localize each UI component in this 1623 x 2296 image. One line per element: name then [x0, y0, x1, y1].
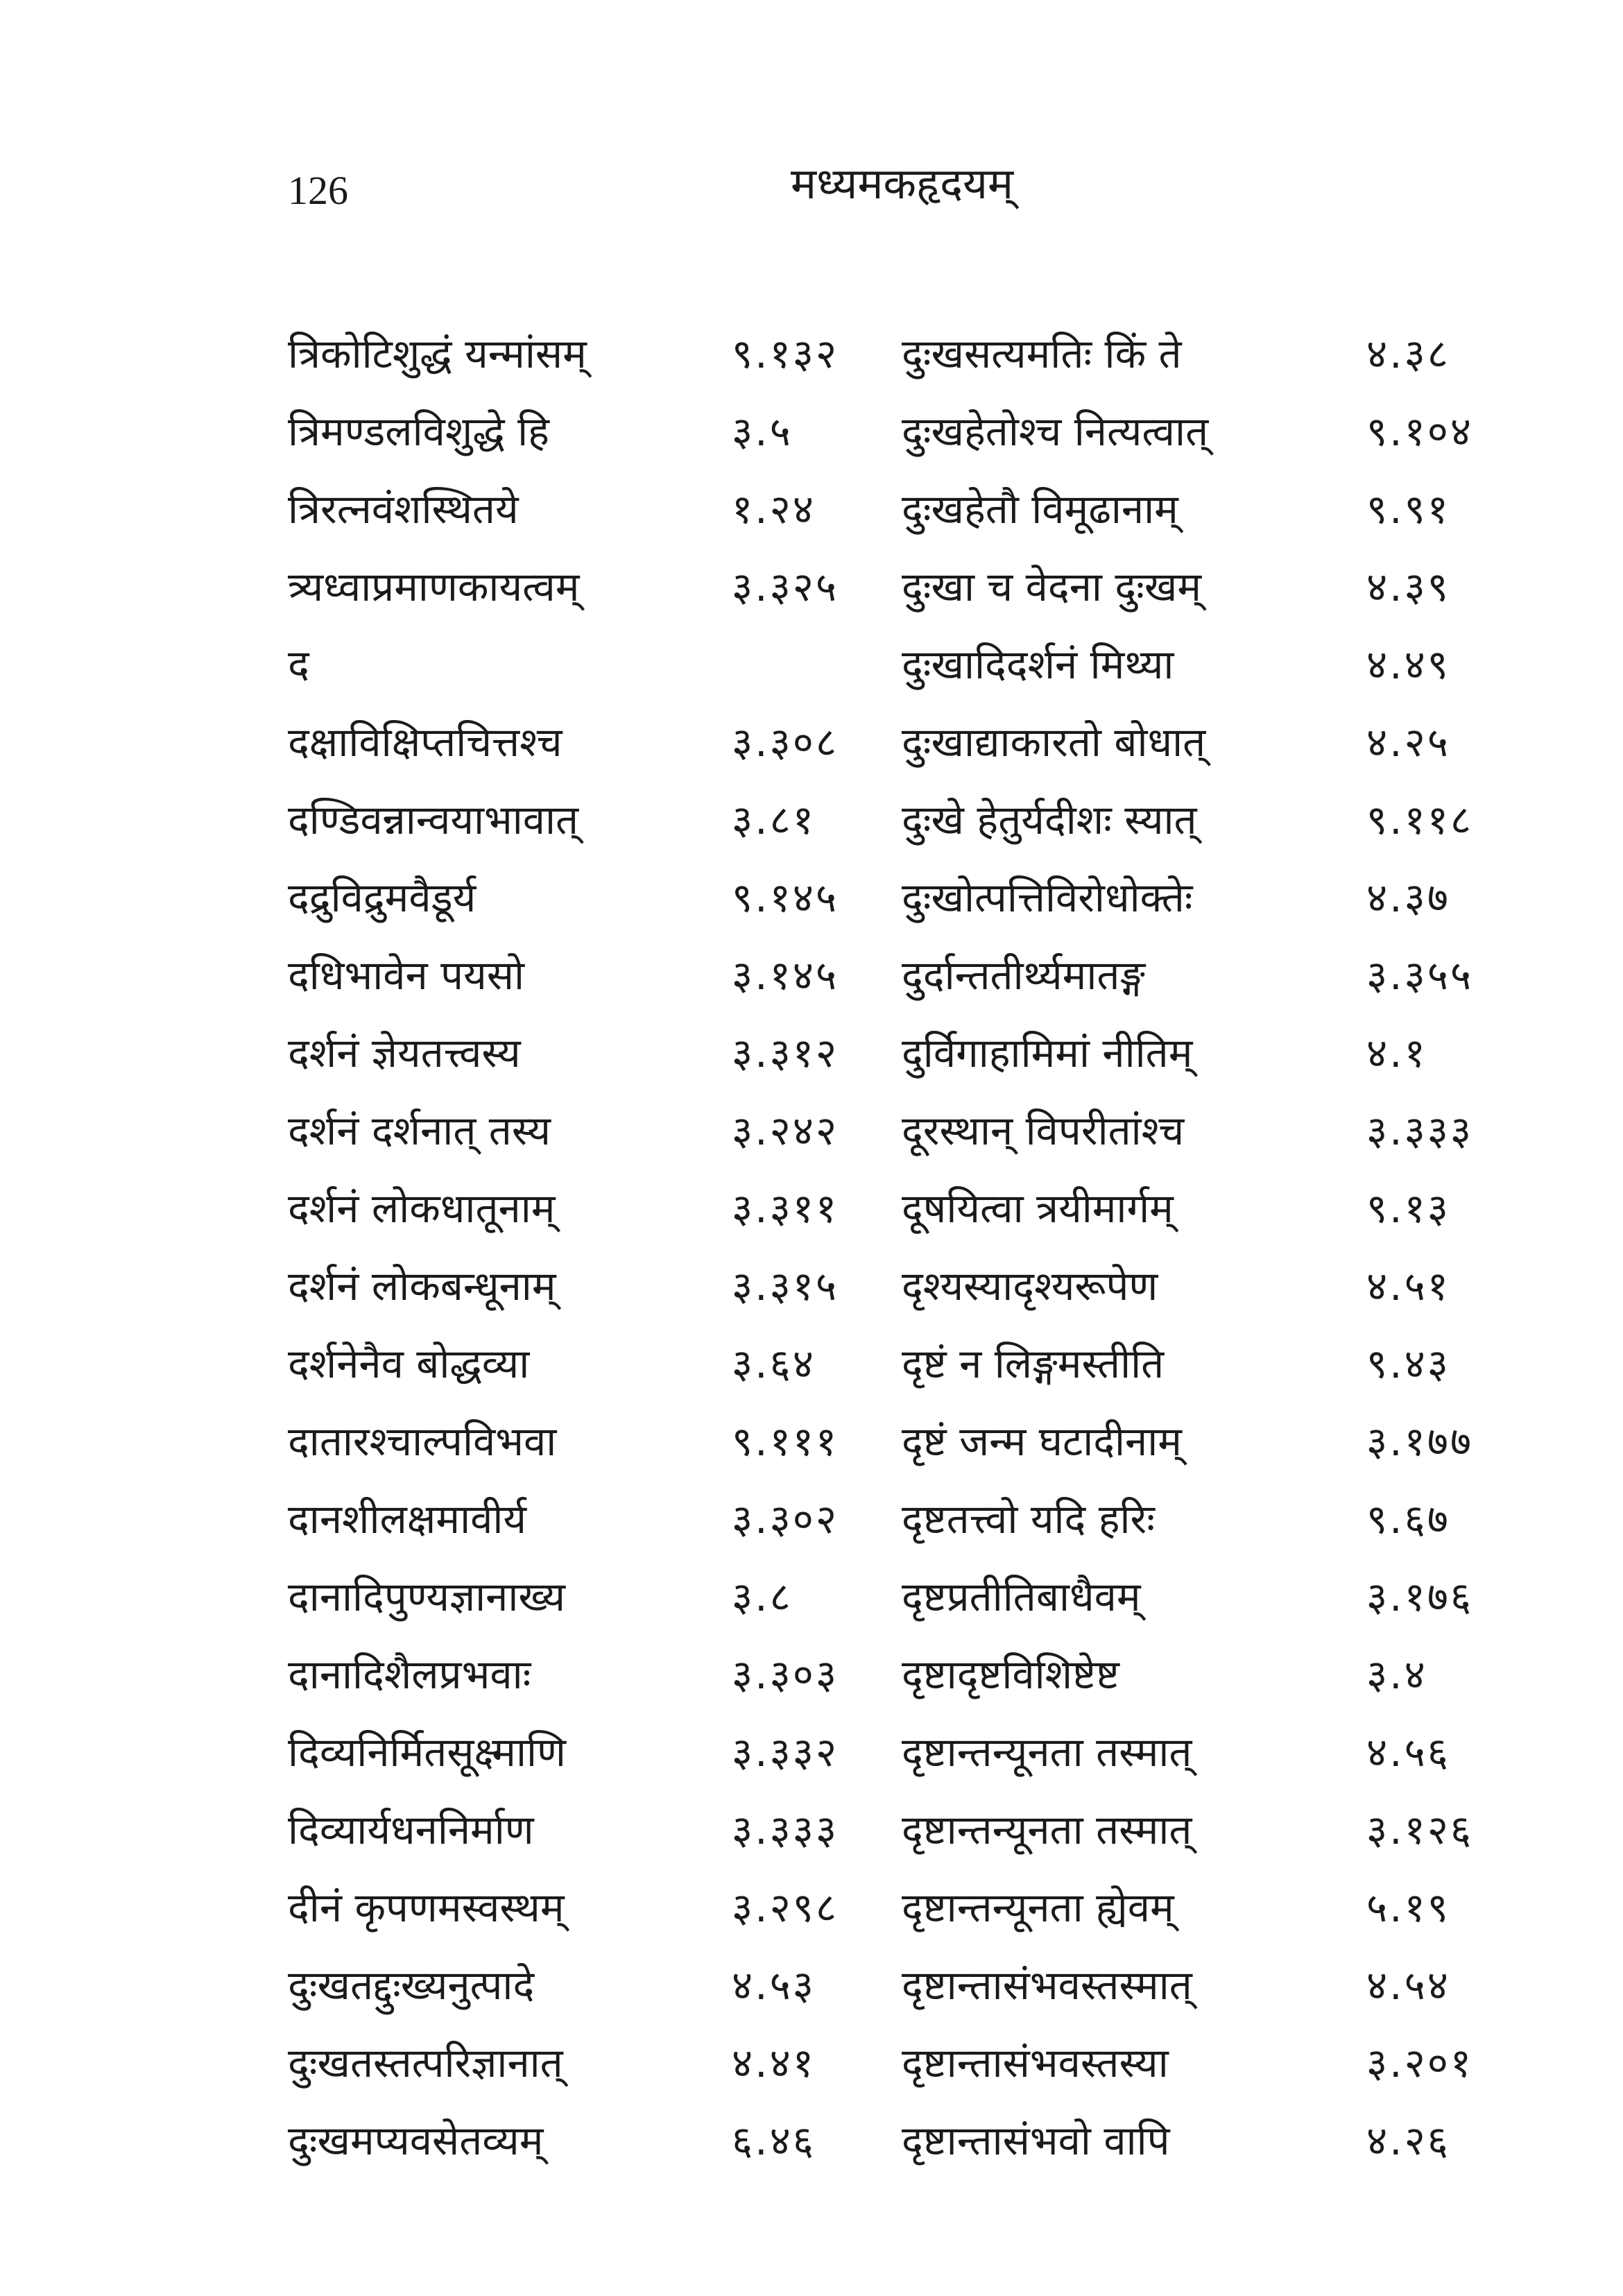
verse-reference-right: ३.१७६ — [1366, 1573, 1474, 1620]
index-row — [0, 1484, 1623, 1562]
verse-reference-left: ३.२४२ — [732, 1107, 839, 1154]
index-row — [0, 1018, 1623, 1096]
verse-entry-left: दर्शनेनैव बोद्धव्या — [288, 1340, 530, 1387]
verse-reference-right: ३.१२६ — [1366, 1806, 1474, 1853]
verse-entry-left: दक्षाविक्षिप्तचित्तश्च — [288, 719, 563, 766]
verse-entry-left: दिव्यनिर्मितसूक्ष्माणि — [288, 1729, 566, 1776]
verse-reference-right: ४.३७ — [1366, 874, 1450, 921]
verse-reference-right: ९.११८ — [1366, 796, 1474, 843]
verse-entry-right: दृष्टान्तन्यूनता तस्मात् — [902, 1806, 1192, 1853]
verse-reference-right: ४.३८ — [1366, 330, 1450, 377]
verse-reference-left: ४.५३ — [732, 1962, 816, 2009]
verse-entry-left: दीनं कृपणमस्वस्थम् — [288, 1884, 565, 1931]
verse-entry-left: द — [288, 641, 309, 688]
verse-entry-left: दानशीलक्षमावीर्य — [288, 1496, 526, 1543]
verse-reference-left: ३.८१ — [732, 796, 816, 843]
index-row — [0, 397, 1623, 474]
index-row — [0, 630, 1623, 708]
verse-reference-right: ४.४९ — [1366, 641, 1450, 688]
verse-entry-right: दुःखे हेतुर्यदीशः स्यात् — [902, 796, 1197, 843]
verse-entry-right: दृष्टप्रतीतिबाधैवम् — [902, 1573, 1141, 1620]
running-title: मध्यमकहृदयम् — [791, 158, 1014, 209]
verse-reference-right: ४.२५ — [1366, 719, 1450, 766]
verse-reference-right: ५.१९ — [1366, 1884, 1450, 1931]
verse-entry-left: दिव्यार्यधननिर्माण — [288, 1806, 534, 1853]
verse-reference-left: ३.३३३ — [732, 1806, 839, 1853]
index-row — [0, 1174, 1623, 1251]
verse-entry-left: दर्शनं दर्शनात् तस्य — [288, 1107, 551, 1154]
verse-entry-right: दृष्टान्तन्यूनता तस्मात् — [902, 1729, 1192, 1776]
index-row — [0, 474, 1623, 552]
verse-entry-right: दुःखा च वेदना दुःखम् — [902, 563, 1202, 610]
verse-entry-left: दातारश्चाल्पविभवा — [288, 1418, 557, 1465]
verse-entry-right: दुःखहेतोश्च नित्यत्वात् — [902, 408, 1209, 455]
verse-reference-left: ३.८ — [732, 1573, 793, 1620]
verse-entry-right: दुःखहेतौ विमूढानाम् — [902, 486, 1178, 533]
verse-reference-left: ३.३११ — [732, 1185, 839, 1232]
verse-reference-right: ४.५६ — [1366, 1729, 1450, 1776]
verse-reference-left: ९.१३२ — [732, 330, 839, 377]
index-row — [0, 708, 1623, 785]
index-row — [0, 1717, 1623, 1795]
verse-reference-right: ३.२०१ — [1366, 2039, 1474, 2087]
verse-reference-left: ३.३१२ — [732, 1029, 839, 1077]
verse-entry-right: दुःखाद्याकारतो बोधात् — [902, 719, 1206, 766]
verse-reference-right: ४.२६ — [1366, 2117, 1450, 2164]
verse-index-list — [0, 319, 1623, 2184]
verse-reference-right: ४.३९ — [1366, 563, 1450, 610]
verse-reference-right: ९.१०४ — [1366, 408, 1474, 455]
verse-entry-right: दुःखादिदर्शनं मिथ्या — [902, 641, 1174, 688]
verse-entry-right: दृष्टं जन्म घटादीनाम् — [902, 1418, 1182, 1465]
index-row — [0, 785, 1623, 863]
verse-entry-left: त्र्यध्वाप्रमाणकायत्वम् — [288, 563, 580, 610]
index-row — [0, 1951, 1623, 2028]
index-row — [0, 1562, 1623, 1640]
index-row — [0, 1640, 1623, 1717]
verse-reference-left: ३.२९८ — [732, 1884, 839, 1931]
index-row — [0, 1096, 1623, 1174]
verse-entry-right: दृश्यस्यादृश्यरूपेण — [902, 1262, 1158, 1310]
verse-reference-left: ४.४१ — [732, 2039, 816, 2087]
verse-reference-right: ४.५१ — [1366, 1262, 1450, 1310]
verse-reference-left: ३.३१५ — [732, 1262, 839, 1310]
verse-entry-right: दृष्टं न लिङ्गमस्तीति — [902, 1340, 1165, 1387]
verse-entry-left: त्रिरत्नवंशस्थितये — [288, 486, 519, 533]
index-row — [0, 2106, 1623, 2184]
verse-entry-left: दर्शनं लोकबन्धूनाम् — [288, 1262, 556, 1310]
index-row — [0, 1795, 1623, 1873]
verse-entry-right: दृष्टान्तासंभवो वापि — [902, 2117, 1170, 2164]
verse-reference-left: ३.३०३ — [732, 1651, 839, 1698]
index-row — [0, 941, 1623, 1018]
verse-entry-left: दानादिशैलप्रभवाः — [288, 1651, 531, 1698]
verse-entry-left: त्रिकोटिशुद्धं यन्मांसम् — [288, 330, 587, 377]
verse-entry-left: दद्रुविद्रुमवैडूर्य — [288, 874, 476, 921]
index-row — [0, 1873, 1623, 1951]
verse-reference-left: ३.५ — [732, 408, 793, 455]
verse-reference-left: ३.६४ — [732, 1340, 816, 1387]
verse-entry-left: दण्डिवन्नान्वयाभावात् — [288, 796, 579, 843]
verse-entry-left: त्रिमण्डलविशुद्धे हि — [288, 408, 549, 455]
verse-reference-left: ३.३३२ — [732, 1729, 839, 1776]
verse-reference-right: ९.४३ — [1366, 1340, 1450, 1387]
verse-entry-right: दुःखोत्पत्तिविरोधोक्तेः — [902, 874, 1193, 921]
index-row — [0, 1329, 1623, 1407]
verse-reference-left: १.२४ — [732, 486, 816, 533]
verse-reference-right: ९.१३ — [1366, 1185, 1450, 1232]
verse-entry-left: दुःखतस्तत्परिज्ञानात् — [288, 2039, 563, 2087]
verse-entry-right: दृष्टान्तासंभवस्तस्या — [902, 2039, 1169, 2087]
index-row — [0, 2028, 1623, 2106]
verse-entry-right: दृष्टादृष्टविशिष्टेष्ट — [902, 1651, 1119, 1698]
verse-reference-right: ३.३५५ — [1366, 952, 1474, 999]
index-row — [0, 552, 1623, 630]
index-row — [0, 1251, 1623, 1329]
verse-entry-right: दृष्टान्तासंभवस्तस्मात् — [902, 1962, 1192, 2009]
verse-reference-left: ३.१४५ — [732, 952, 839, 999]
verse-reference-left: ९.१४५ — [732, 874, 839, 921]
verse-reference-left: ९.१११ — [732, 1418, 839, 1465]
verse-entry-left: दर्शनं ज्ञेयतत्त्वस्य — [288, 1029, 521, 1077]
verse-entry-right: दृष्टान्तन्यूनता ह्येवम् — [902, 1884, 1174, 1931]
verse-reference-right: ४.५४ — [1366, 1962, 1450, 2009]
verse-reference-left: ६.४६ — [732, 2117, 816, 2164]
verse-entry-right: दूषयित्वा त्रयीमार्गम् — [902, 1185, 1174, 1232]
verse-entry-left: दधिभावेन पयसो — [288, 952, 524, 999]
verse-entry-left: दुःखमप्यवसेतव्यम् — [288, 2117, 544, 2164]
verse-entry-left: दानादिपुण्यज्ञानाख्य — [288, 1573, 565, 1620]
verse-entry-left: दर्शनं लोकधातूनाम् — [288, 1185, 556, 1232]
verse-reference-right: ३.४ — [1366, 1651, 1427, 1698]
verse-reference-left: ३.३२५ — [732, 563, 839, 610]
verse-reference-right: ९.६७ — [1366, 1496, 1450, 1543]
verse-entry-left: दुःखतद्दुःख्यनुत्पादे — [288, 1962, 535, 2009]
verse-reference-right: ३.३३३ — [1366, 1107, 1474, 1154]
verse-entry-right: दूरस्थान् विपरीतांश्च — [902, 1107, 1185, 1154]
verse-entry-right: दृष्टतत्त्वो यदि हरिः — [902, 1496, 1155, 1543]
index-row — [0, 1407, 1623, 1484]
verse-entry-right: दुर्विगाहामिमां नीतिम् — [902, 1029, 1193, 1077]
index-row — [0, 863, 1623, 941]
verse-entry-right: दुर्दान्ततीर्थ्यमातङ्ग — [902, 952, 1146, 999]
page-number: 126 — [288, 168, 348, 213]
verse-reference-left: ३.३०८ — [732, 719, 839, 766]
index-row — [0, 319, 1623, 397]
verse-entry-right: दुःखसत्यमतिः किं ते — [902, 330, 1182, 377]
verse-reference-left: ३.३०२ — [732, 1496, 839, 1543]
verse-reference-right: ४.१ — [1366, 1029, 1427, 1077]
verse-reference-right: ३.१७७ — [1366, 1418, 1474, 1465]
verse-reference-right: ९.९१ — [1366, 486, 1450, 533]
